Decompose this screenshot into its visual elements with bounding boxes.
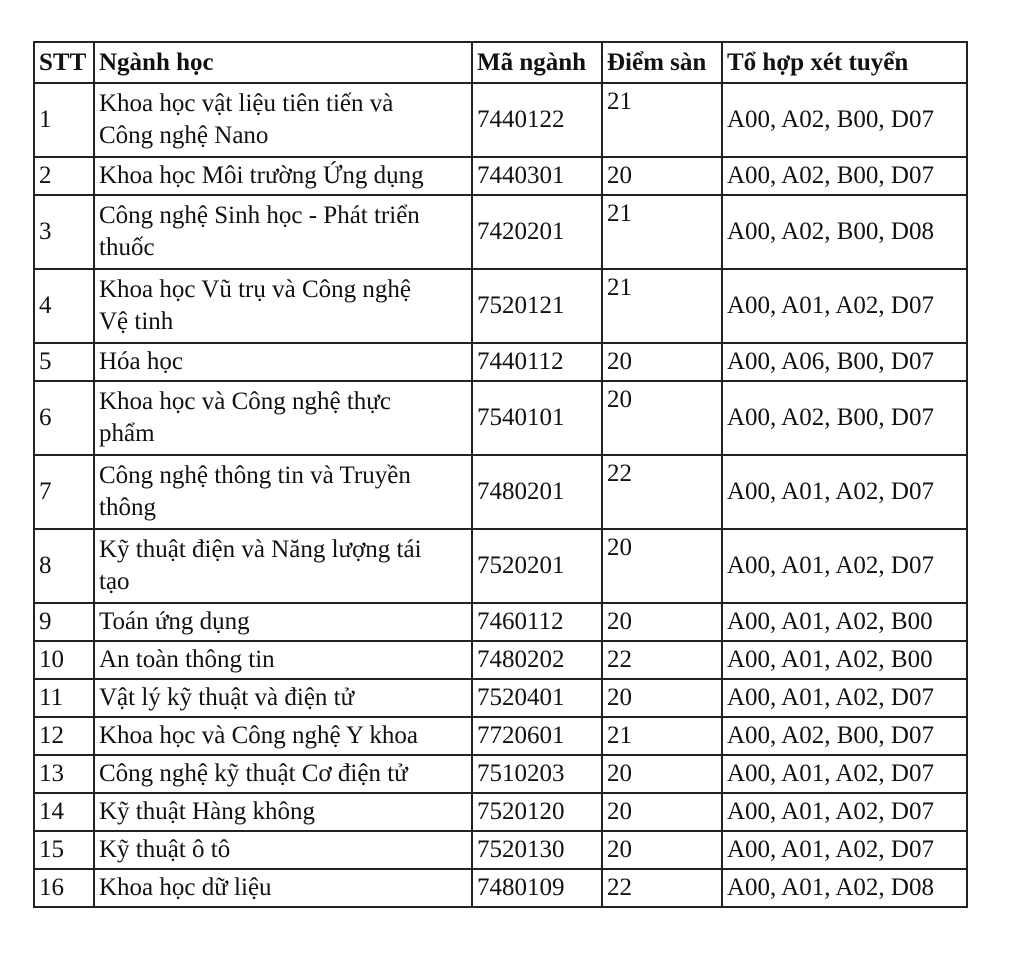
table-row [34,793,967,831]
row-floor-score: 20 [602,679,722,717]
table-row [34,529,967,603]
row-stt: 5 [34,343,94,381]
row-subject-combo: A00, A02, B00, D07 [722,83,967,157]
row-stt: 2 [34,157,94,195]
table-row [34,343,967,381]
row-floor-score: 22 [602,641,722,679]
major-name-line: Kỹ thuật Hàng không [99,798,315,825]
major-name-line: thông [99,494,156,521]
major-name-line: Vật lý kỹ thuật và điện tử [99,684,355,711]
major-name-line: Công nghệ kỹ thuật Cơ điện tử [99,760,408,787]
major-name-line: An toàn thông tin [99,646,275,673]
row-floor-score: 20 [602,157,722,195]
major-name-line: Công nghệ Nano [99,122,269,149]
major-name-line: phẩm [99,420,155,447]
row-major-name [94,455,472,529]
header-floor-score: Điểm sàn [602,42,722,83]
row-floor-score: 20 [602,381,722,455]
table-row [34,269,967,343]
row-subject-combo: A00, A01, A02, D07 [722,529,967,603]
row-major-name [94,381,472,455]
row-stt: 15 [34,831,94,869]
major-name-line: Công nghệ thông tin và Truyền [99,462,411,489]
row-subject-combo: A00, A01, A02, D07 [722,679,967,717]
header-major-name: Ngành học [94,42,472,83]
row-floor-score: 20 [602,529,722,603]
row-subject-combo: A00, A01, A02, D07 [722,793,967,831]
row-major-name [94,83,472,157]
row-subject-combo: A00, A02, B00, D07 [722,381,967,455]
row-major-name [94,157,472,195]
row-stt: 13 [34,755,94,793]
row-floor-score: 22 [602,455,722,529]
row-floor-score: 20 [602,793,722,831]
row-major-code: 7440112 [472,343,602,381]
table-row [34,831,967,869]
table-row [34,717,967,755]
row-major-code: 7720601 [472,717,602,755]
header-row [34,42,967,83]
row-major-name [94,793,472,831]
row-major-name [94,195,472,269]
row-major-name [94,679,472,717]
row-subject-combo: A00, A01, A02, D07 [722,755,967,793]
major-name-line: Hóa học [99,348,183,375]
row-major-code: 7440301 [472,157,602,195]
row-subject-combo: A00, A01, A02, B00 [722,641,967,679]
row-stt: 9 [34,603,94,641]
row-stt: 12 [34,717,94,755]
header-major-code: Mã ngành [472,42,602,83]
row-floor-score: 21 [602,269,722,343]
row-stt: 11 [34,679,94,717]
row-stt: 10 [34,641,94,679]
row-floor-score: 21 [602,717,722,755]
major-name-line: Vệ tinh [99,308,174,335]
major-name-line: Khoa học vật liệu tiên tiến và [99,90,394,117]
table-row [34,603,967,641]
row-floor-score: 22 [602,869,722,907]
row-major-code: 7520121 [472,269,602,343]
header-stt: STT [34,42,94,83]
row-major-name [94,603,472,641]
row-stt: 7 [34,455,94,529]
major-name-line: Khoa học và Công nghệ Y khoa [99,722,418,749]
table-row [34,195,967,269]
row-subject-combo: A00, A01, A02, D07 [722,831,967,869]
row-stt: 16 [34,869,94,907]
row-major-name [94,717,472,755]
major-name-line: Toán ứng dụng [99,608,250,635]
row-floor-score: 20 [602,603,722,641]
row-floor-score: 21 [602,195,722,269]
table-row [34,679,967,717]
major-name-line: Khoa học và Công nghệ thực [99,388,391,415]
row-stt: 6 [34,381,94,455]
row-major-code: 7520120 [472,793,602,831]
row-subject-combo: A00, A02, B00, D07 [722,157,967,195]
row-major-code: 7510203 [472,755,602,793]
row-floor-score: 20 [602,831,722,869]
major-name-line: Kỹ thuật ô tô [99,836,231,863]
row-major-code: 7540101 [472,381,602,455]
table-row [34,869,967,907]
row-major-name [94,343,472,381]
row-subject-combo: A00, A01, A02, D07 [722,269,967,343]
major-name-line: Kỹ thuật điện và Năng lượng tái [99,536,422,563]
row-subject-combo: A00, A01, A02, B00 [722,603,967,641]
row-major-code: 7420201 [472,195,602,269]
row-major-code: 7460112 [472,603,602,641]
row-stt: 3 [34,195,94,269]
table-row [34,641,967,679]
admission-table [33,41,968,908]
table-row [34,455,967,529]
row-major-name [94,831,472,869]
row-floor-score: 21 [602,83,722,157]
row-stt: 14 [34,793,94,831]
table-row [34,157,967,195]
row-stt: 1 [34,83,94,157]
row-major-name [94,529,472,603]
row-stt: 4 [34,269,94,343]
header-subject-combo: Tổ hợp xét tuyển [722,42,967,83]
row-stt: 8 [34,529,94,603]
row-subject-combo: A00, A01, A02, D08 [722,869,967,907]
row-major-code: 7520130 [472,831,602,869]
row-major-code: 7520401 [472,679,602,717]
major-name-line: tạo [99,568,130,595]
row-subject-combo: A00, A02, B00, D08 [722,195,967,269]
row-major-name [94,269,472,343]
row-floor-score: 20 [602,343,722,381]
major-name-line: Công nghệ Sinh học - Phát triển [99,202,420,229]
major-name-line: thuốc [99,234,155,261]
table-body [34,83,967,907]
row-floor-score: 20 [602,755,722,793]
row-major-code: 7480201 [472,455,602,529]
major-name-line: Khoa học dữ liệu [99,874,272,901]
row-subject-combo: A00, A02, B00, D07 [722,717,967,755]
row-major-name [94,755,472,793]
major-name-line: Khoa học Vũ trụ và Công nghệ [99,276,411,303]
row-subject-combo: A00, A06, B00, D07 [722,343,967,381]
major-name-line: Khoa học Môi trường Ứng dụng [99,162,424,189]
row-major-name [94,869,472,907]
row-subject-combo: A00, A01, A02, D07 [722,455,967,529]
table-row [34,83,967,157]
table-row [34,381,967,455]
row-major-code: 7480202 [472,641,602,679]
row-major-name [94,641,472,679]
row-major-code: 7480109 [472,869,602,907]
row-major-code: 7440122 [472,83,602,157]
table-row [34,755,967,793]
row-major-code: 7520201 [472,529,602,603]
